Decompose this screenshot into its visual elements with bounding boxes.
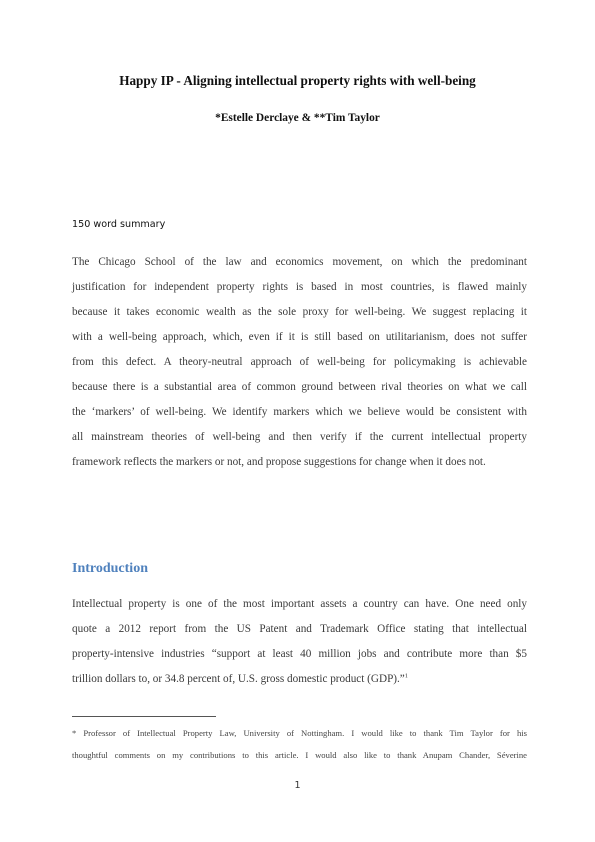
introduction-heading: Introduction [72, 561, 148, 576]
introduction-paragraph [72, 592, 527, 692]
footnote-reference[interactable]: 1 [404, 672, 409, 680]
introduction-line: Intellectual property is one of the most important assets a country can have. One need only [72, 598, 527, 610]
introduction-line-last [72, 667, 527, 692]
summary-paragraph [72, 250, 527, 475]
summary-line: because there is a substantial area of common ground between rival theories on what we call [72, 381, 527, 393]
author-line: *Estelle Derclaye & **Tim Taylor [215, 112, 380, 124]
summary-line: all mainstream theories of well-being and then verify if the current intellectual property [72, 431, 527, 443]
page-number: 1 [294, 780, 301, 791]
summary-line: because it takes economic wealth as the sole proxy for well-being. We suggest replacing it [72, 306, 527, 318]
summary-line: with a well-being approach, which, even if it is still based on utilitarianism, does not suffer [72, 331, 527, 343]
footnote-line: * Professor of Intellectual Property Law, University of Nottingham. I would like to thank Tim Taylor for his [72, 728, 527, 738]
introduction-line: quote a 2012 report from the US Patent and Trademark Office stating that intellectual [72, 623, 527, 635]
summary-heading: 150 word summary [72, 219, 166, 230]
footnote-line: thoughtful comments on my contributions to this article. I would also like to thank Anupam Chander, Séverine [72, 750, 527, 760]
summary-line: from this defect. A theory-neutral approach of well-being for policymaking is achievable [72, 356, 527, 368]
footnote [72, 722, 527, 766]
introduction-line: property-intensive industries “support at least 40 million jobs and contribute more than $5 [72, 648, 527, 660]
summary-line: justification for independent property rights is based in most countries, is flawed mainly [72, 281, 527, 293]
introduction-line: trillion dollars to, or 34.8 percent of, U.S. gross domestic product (GDP).” [72, 673, 405, 685]
summary-line: framework reflects the markers or not, and propose suggestions for change when it does not. [72, 456, 486, 468]
summary-line: The Chicago School of the law and economics movement, on which the predominant [72, 256, 527, 268]
paper-title: Happy IP - Aligning intellectual property rights with well-being [119, 73, 476, 88]
summary-line: the ‘markers’ of well-being. We identify markers which we believe would be consistent with [72, 406, 527, 418]
footnote-separator [72, 716, 216, 717]
